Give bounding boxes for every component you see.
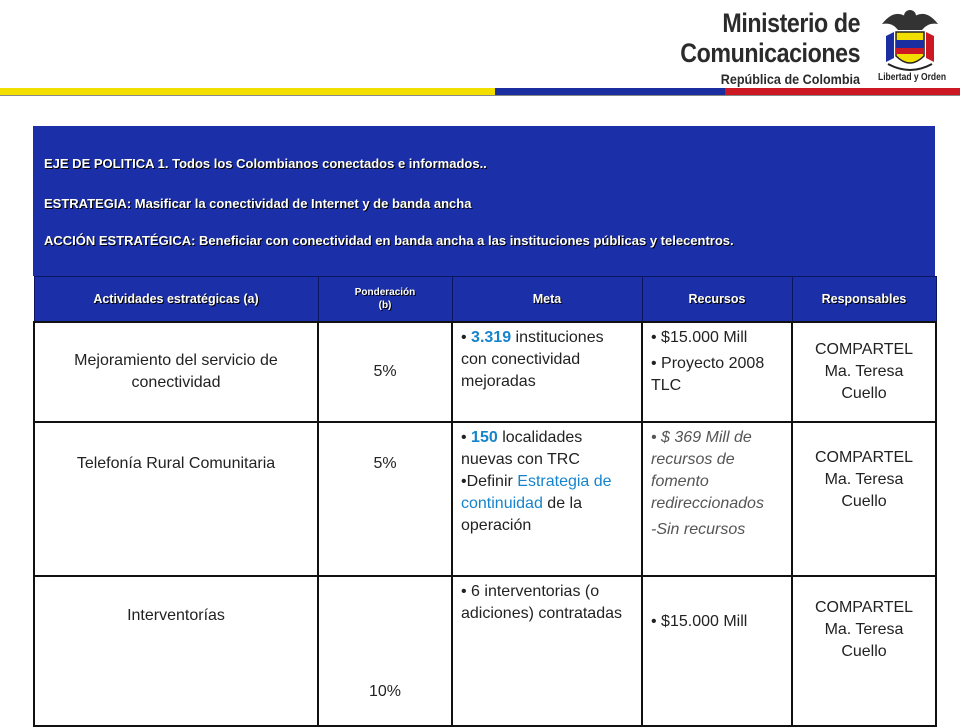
activity-cell: Mejoramiento del servicio de conectividad [34, 322, 318, 422]
resource-item: • $ 369 Mill de recursos de fomento redireccionados [651, 429, 764, 512]
weight-cell: 5% [318, 422, 452, 576]
header-weight-line1: Ponderación [354, 287, 416, 298]
header-weight-line2: (b) [378, 300, 392, 311]
goal-bullet: • [461, 329, 472, 346]
brand-line-2: Comunicaciones [680, 38, 860, 68]
goal-item [461, 427, 633, 471]
goal-text: instituciones con conectividad mejoradas [461, 329, 604, 390]
goal-text: localidades nuevas con TRC [461, 429, 583, 468]
goal-number: 3.319 [471, 329, 512, 346]
strategic-action: ACCIÓN ESTRATÉGICA: Beneficiar con conectividad en banda ancha a las instituciones públicas y telecentros. [44, 233, 734, 248]
flag-stripe [0, 88, 960, 95]
header-responsible: Responsables [792, 277, 936, 323]
activities-table [33, 276, 937, 727]
header-weight [318, 277, 452, 323]
seal-caption: Libertad y Orden [877, 72, 946, 83]
brand-subtitle: República de Colombia [720, 71, 860, 87]
resources-cell: • $15.000 Mill [642, 576, 792, 726]
resource-item: • Proyecto 2008 TLC [651, 355, 765, 394]
header-resources: Recursos [642, 277, 792, 323]
stripe-red [725, 88, 960, 95]
weight-cell: 5% [318, 322, 452, 422]
responsible-cell: COMPARTEL Ma. Teresa Cuello [792, 576, 936, 726]
header-goal: Meta [452, 277, 642, 323]
stripe-divider [0, 95, 960, 96]
policy-axis: EJE DE POLITICA 1. Todos los Colombianos conectados e informados.. [44, 156, 487, 171]
goal-suffix: de la operación [461, 495, 582, 534]
table-row [34, 422, 936, 576]
responsible-cell: COMPARTEL Ma. Teresa Cuello [792, 322, 936, 422]
resources-cell [642, 422, 792, 576]
weight-cell: 10% [318, 576, 452, 726]
table-row [34, 322, 936, 422]
goal-item [461, 471, 633, 537]
table-row [34, 576, 936, 726]
resource-item: -Sin recursos [651, 521, 746, 538]
responsible-cell: COMPARTEL Ma. Teresa Cuello [792, 422, 936, 576]
goal-highlight: Estrategia de continuidad [461, 473, 612, 512]
goal-number: 150 [471, 429, 498, 446]
resources-cell [642, 322, 792, 422]
goal-bullet: • [461, 429, 472, 446]
goal-cell [452, 322, 642, 422]
goal-cell: • 6 interventorias (o adiciones) contratadas [452, 576, 642, 726]
table-header-row [34, 277, 936, 323]
goal-cell [452, 422, 642, 576]
stripe-yellow [0, 88, 495, 95]
activity-cell: Telefonía Rural Comunitaria [34, 422, 318, 576]
resource-item: • $15.000 Mill [651, 329, 748, 346]
brand-line-1: Ministerio de [722, 8, 860, 38]
ministry-brand [651, 8, 860, 87]
policy-panel [33, 126, 935, 727]
stripe-blue [495, 88, 725, 95]
strategy: ESTRATEGIA: Masificar la conectividad de Internet y de banda ancha [44, 196, 472, 211]
header-activities: Actividades estratégicas (a) [34, 277, 318, 323]
activity-cell: Interventorías [34, 576, 318, 726]
goal-prefix: •Definir [461, 473, 518, 490]
policy-banner [33, 126, 935, 276]
